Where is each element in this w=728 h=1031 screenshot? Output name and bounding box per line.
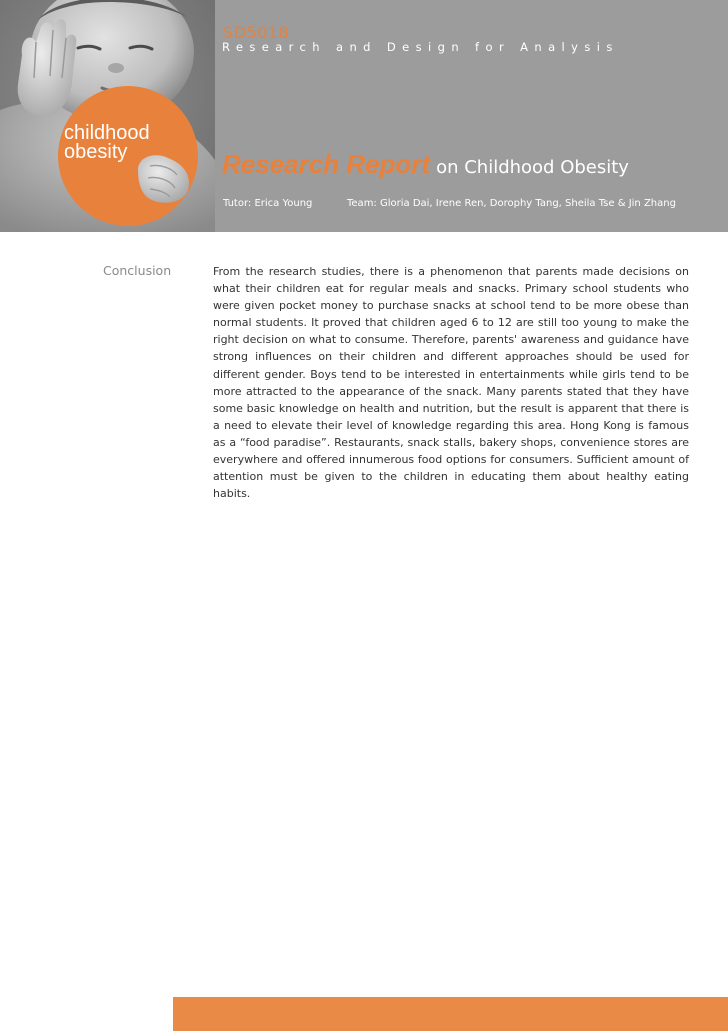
conclusion-paragraph: From the research studies, there is a phenomenon that parents made decisions on what their children eat for regular meals and snacks. Primary school students who were given pocket money to purchase snacks at school tend to be more obese than normal students. It proved that children aged 6 to 12 are still too young to make the right decision on what to consume. Therefore, parents' awareness and guidance have strong influences on their children and different approaches should be used for different gender. Boys tend to be interested in entertainments while girls tend to be more attracted to the appearance of the snack. Many parents stated that they have some basic knowledge on health and nutrition, but the result is apparent that there is a need to elevate their level of knowledge regarding this area. Hong Kong is famous as a “food paradise”. Restaurants, snack stalls, bakery shops, convenience stores are everywhere and offered innumerous food options for consumers. Sufficient amount of attention must be given to the children in educating them about healthy eating habits. bbox=[213, 265, 689, 501]
header-band bbox=[0, 0, 728, 232]
course-name: Research and Design for Analysis bbox=[222, 40, 619, 54]
course-code: SD5018 bbox=[223, 23, 290, 42]
report-title bbox=[222, 149, 629, 180]
logo-text-line2: obesity bbox=[64, 141, 128, 163]
footer-bar bbox=[173, 997, 728, 1031]
tutor-credit: Tutor: Erica Young bbox=[223, 198, 313, 209]
logo-text-line1: childhood bbox=[64, 122, 150, 144]
team-credit: Team: Gloria Dai, Irene Ren, Dorophy Tang, Sheila Tse & Jin Zhang bbox=[347, 198, 676, 209]
report-title-emphasis: Research Report bbox=[222, 149, 431, 179]
child-photo bbox=[0, 0, 215, 232]
report-title-rest: on Childhood Obesity bbox=[436, 157, 629, 178]
section-label: Conclusion bbox=[103, 263, 172, 278]
